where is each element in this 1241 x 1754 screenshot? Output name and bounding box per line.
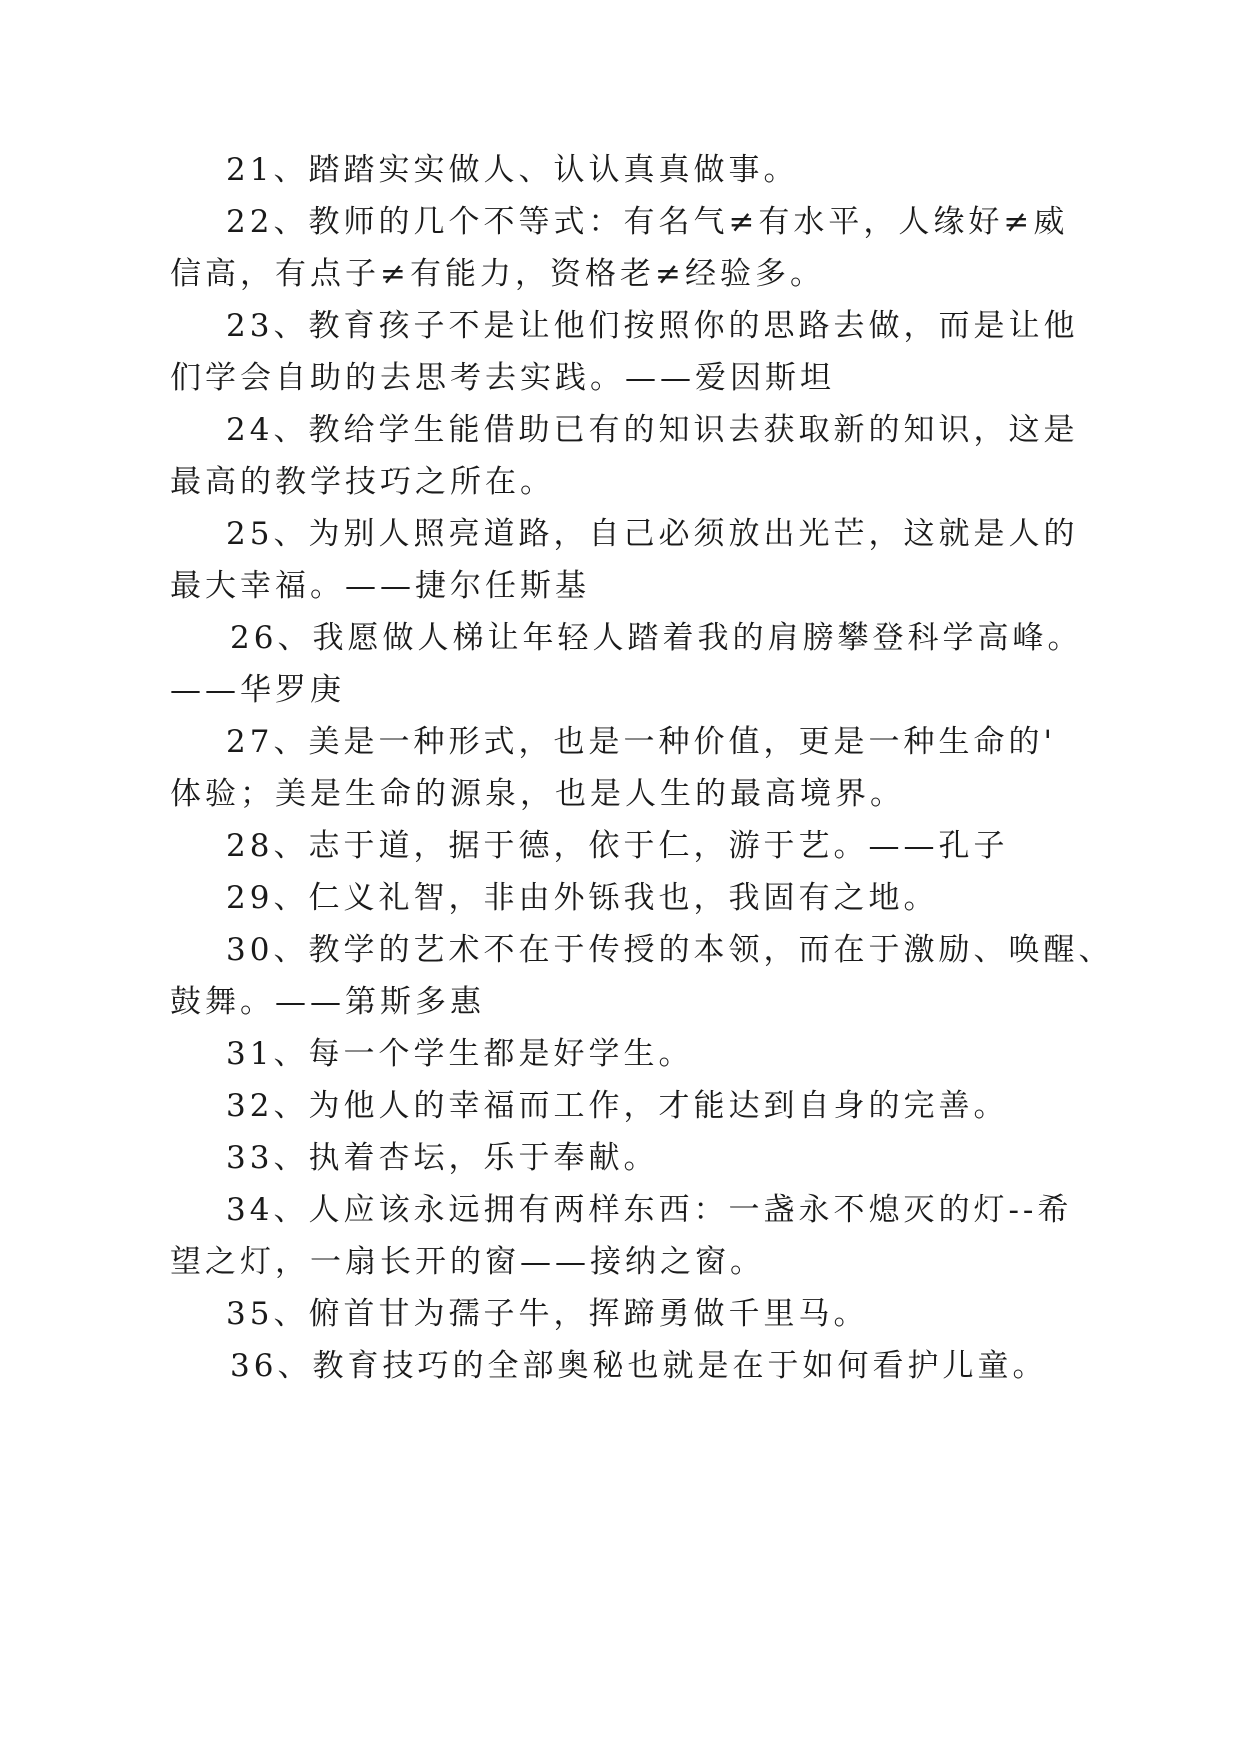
quote-25-line-1: 25、为别人照亮道路，自己必须放出光芒，这就是人的 [226, 516, 1079, 552]
quote-31-line-1: 31、每一个学生都是好学生。 [226, 1036, 694, 1072]
quote-23-line-2: 们学会自助的去思考去实践。——爱因斯坦 [170, 360, 835, 396]
quote-23-line-1: 23、教育孩子不是让他们按照你的思路去做，而是让他 [226, 308, 1079, 344]
quote-27-line-2: 体验；美是生命的源泉，也是人生的最高境界。 [170, 776, 905, 812]
quote-25-line-2: 最大幸福。——捷尔任斯基 [170, 568, 590, 604]
quote-30-line-2: 鼓舞。——第斯多惠 [170, 984, 485, 1020]
quote-21-line-1: 21、踏踏实实做人、认认真真做事。 [226, 152, 799, 188]
quote-24-line-2: 最高的教学技巧之所在。 [170, 464, 555, 500]
quote-34-line-2: 望之灯，一扇长开的窗——接纳之窗。 [170, 1244, 765, 1280]
quote-34-line-1: 34、人应该永远拥有两样东西：一盏永不熄灭的灯--希 [226, 1192, 1073, 1228]
quote-24-line-1: 24、教给学生能借助已有的知识去获取新的知识，这是 [226, 412, 1079, 448]
quote-32-line-1: 32、为他人的幸福而工作，才能达到自身的完善。 [226, 1088, 1009, 1124]
quote-26-line-2: ——华罗庚 [170, 672, 345, 708]
quote-26-line-1: 26、我愿做人梯让年轻人踏着我的肩膀攀登科学高峰。 [230, 620, 1083, 656]
quote-30-line-1: 30、教学的艺术不在于传授的本领，而在于激励、唤醒、 [226, 932, 1114, 968]
quote-27-line-1: 27、美是一种形式，也是一种价值，更是一种生命的' [226, 724, 1056, 760]
quote-29-line-1: 29、仁义礼智，非由外铄我也，我固有之地。 [226, 880, 939, 916]
quote-22-line-2: 信高，有点子≠有能力，资格老≠经验多。 [170, 256, 825, 292]
quote-28-line-1: 28、志于道，据于德，依于仁，游于艺。——孔子 [226, 828, 1009, 864]
quote-22-line-1: 22、教师的几个不等式：有名气≠有水平，人缘好≠威 [226, 204, 1069, 240]
quote-33-line-1: 33、执着杏坛，乐于奉献。 [226, 1140, 659, 1176]
quote-35-line-1: 35、俯首甘为孺子牛，挥蹄勇做千里马。 [226, 1296, 869, 1332]
quote-36-line-1: 36、教育技巧的全部奥秘也就是在于如何看护儿童。 [230, 1348, 1048, 1384]
